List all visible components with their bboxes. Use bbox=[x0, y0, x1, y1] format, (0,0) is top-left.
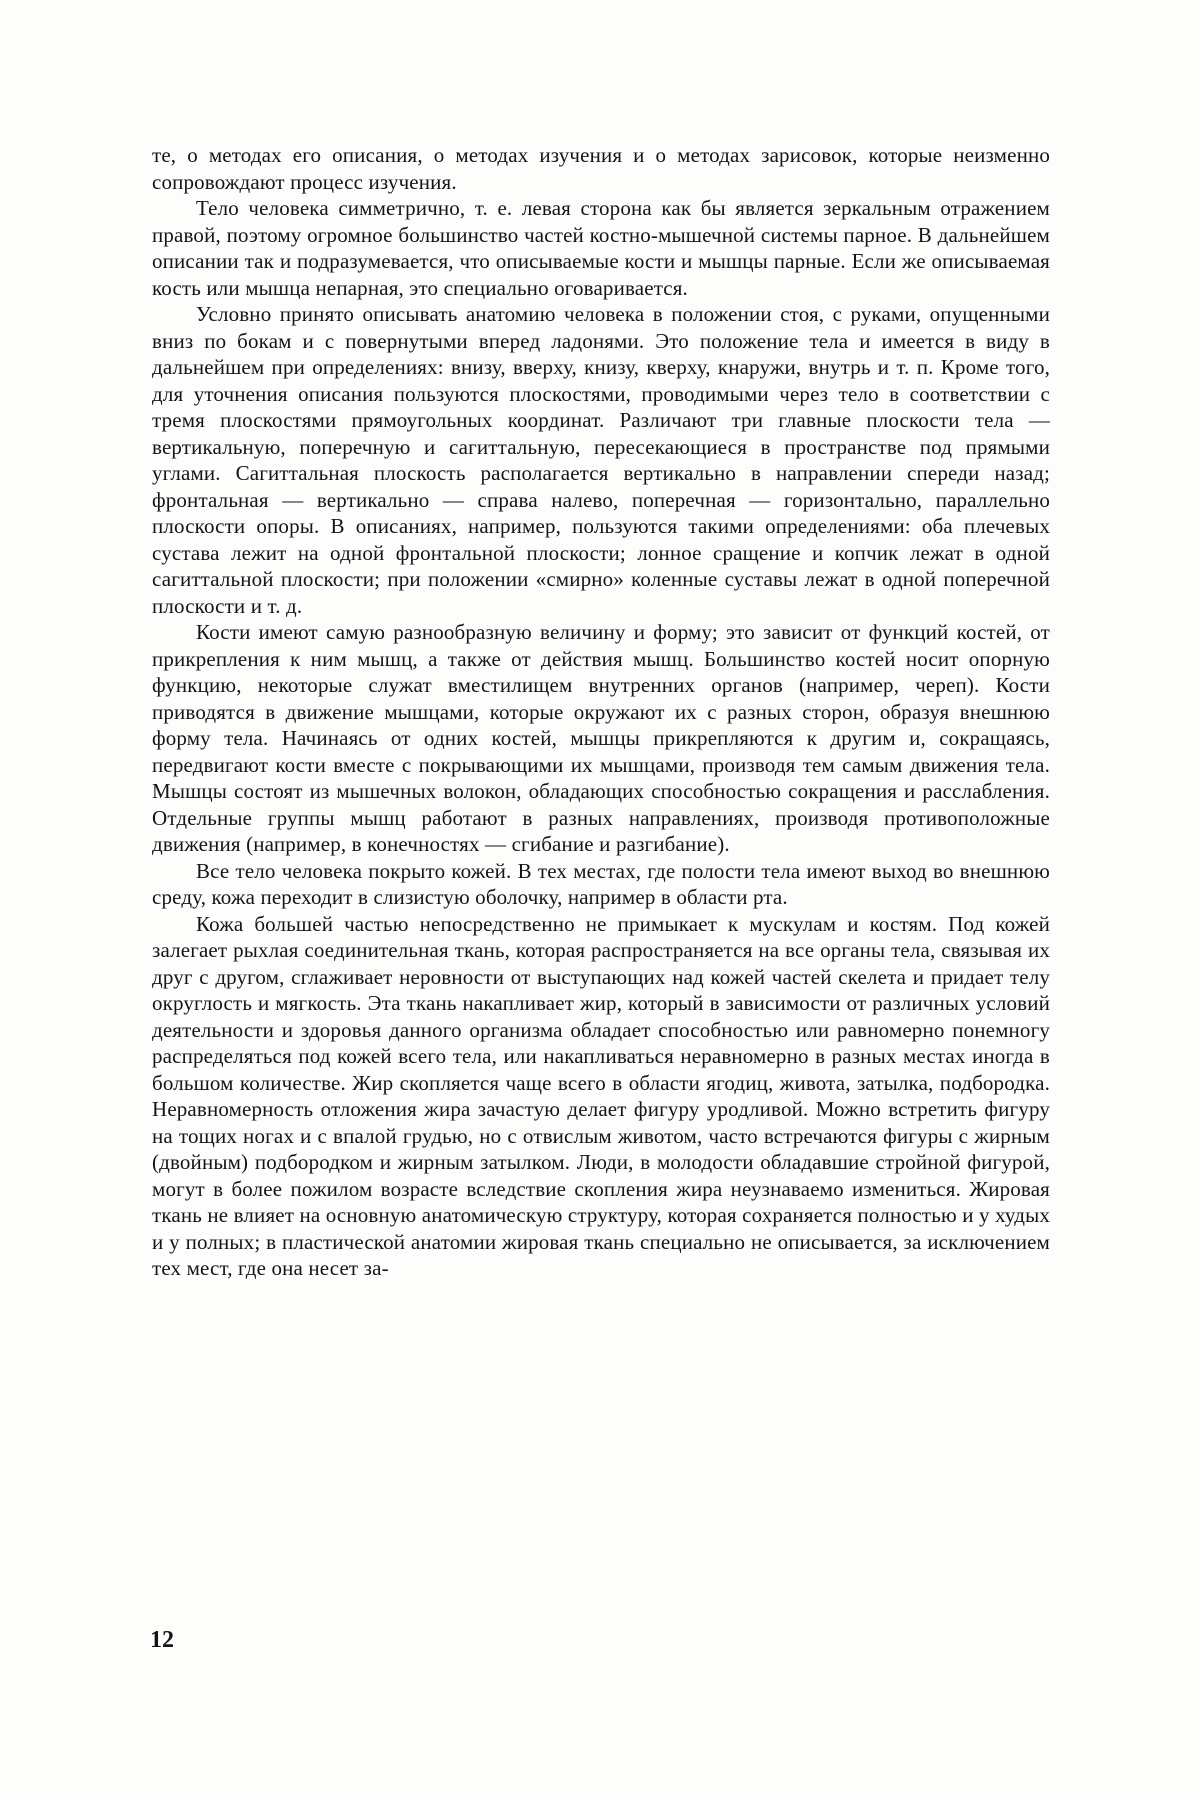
paragraph-connective-tissue: Кожа большей частью непосредственно не примыкает к мускулам и костям. Под кожей залегает рыхлая соединительная ткань, которая распространяется на все органы тела, связывая их друг с другом, сглаживает неровности от выступающих над кожей частей скелета и придает телу округлость и мягкость. Эта ткань накапливает жир, который в зависимости от различных условий деятельности и здоровья данного организма обладает способностью или равномерно понемногу распределяться под кожей всего тела, или накапливаться неравномерно в разных местах иногда в большом количестве. Жир скопляется чаще всего в области ягодиц, живота, затылка, подбородка. Неравномерность отложения жира зачастую делает фигуру уродливой. Можно встретить фигуру на тощих ногах и с впалой грудью, но с отвислым животом, часто встречаются фигуры с жирным (двойным) подбородком и жирным затылком. Люди, в молодости обладавшие стройной фигурой, могут в более пожилом возрасте вследствие скопления жира неузнаваемо измениться. Жировая ткань не влияет на основную анатомическую структуру, которая сохраняется полностью и у худых и у полных; в пластической анатомии жировая ткань специально не описывается, за исключением тех мест, где она несет за- bbox=[152, 911, 1050, 1280]
paragraph-skin: Все тело человека покрыто кожей. В тех местах, где полости тела имеют выход во внешнюю среду, кожа переходит в слизистую оболочку, например в области рта. bbox=[152, 858, 1050, 909]
paragraph-continued: те, о методах его описания, о методах изучения и о методах зарисовок, которые неизменно сопровождают процесс изучения. bbox=[152, 143, 1050, 194]
body-text bbox=[152, 142, 1050, 1282]
paragraph-planes: Условно принято описывать анатомию человека в положении стоя, с руками, опущенными вниз по бокам и с повернутыми вперед ладонями. Это положение тела и имеется в виду в дальнейшем при определениях: внизу, вверху, книзу, кверху, кнаружи, внутрь и т. п. Кроме того, для уточнения описания пользуются плоскостями, проводимыми через тело в соответствии с тремя плоскостями прямоугольных координат. Различают три главные плоскости тела — вертикальную, поперечную и сагиттальную, пересекающиеся в пространстве под прямыми углами. Сагиттальная плоскость располагается вертикально в направлении спереди назад; фронтальная — вертикально — справа налево, поперечная — горизонтально, параллельно плоскости опоры. В описаниях, например, пользуются такими определениями: оба плечевых сустава лежит на одной фронтальной плоскости; лонное сращение и копчик лежат в одной сагиттальной плоскости; при положении «смирно» коленные суставы лежат в одной поперечной плоскости и т. д. bbox=[152, 302, 1050, 618]
paragraph-symmetry: Тело человека симметрично, т. е. левая сторона как бы является зеркальным отражением правой, поэтому огромное большинство частей костно-мышечной системы парное. В дальнейшем описании так и подразумевается, что описываемые кости и мышцы парные. Если же описываемая кость или мышца непарная, это специально оговаривается. bbox=[152, 196, 1050, 300]
paragraph-bones: Кости имеют самую разнообразную величину и форму; это зависит от функций костей, от прикрепления к ним мышц, а также от действия мышц. Большинство костей носит опорную функцию, некоторые служат вместилищем внутренних органов (например, череп). Кости приводятся в движение мышцами, которые окружают их с разных сторон, образуя внешнюю форму тела. Начинаясь от одних костей, мышцы прикрепляются к другим и, сокращаясь, передвигают кости вместе с покрывающими их мышцами, производя тем самым движения тела. Мышцы состоят из мышечных волокон, обладающих способностью сокращения и расслабления. Отдельные группы мышц работают в разных направлениях, производя противоположные движения (например, в конечностях — сгибание и разгибание). bbox=[152, 620, 1050, 856]
page-number: 12 bbox=[150, 1627, 174, 1653]
